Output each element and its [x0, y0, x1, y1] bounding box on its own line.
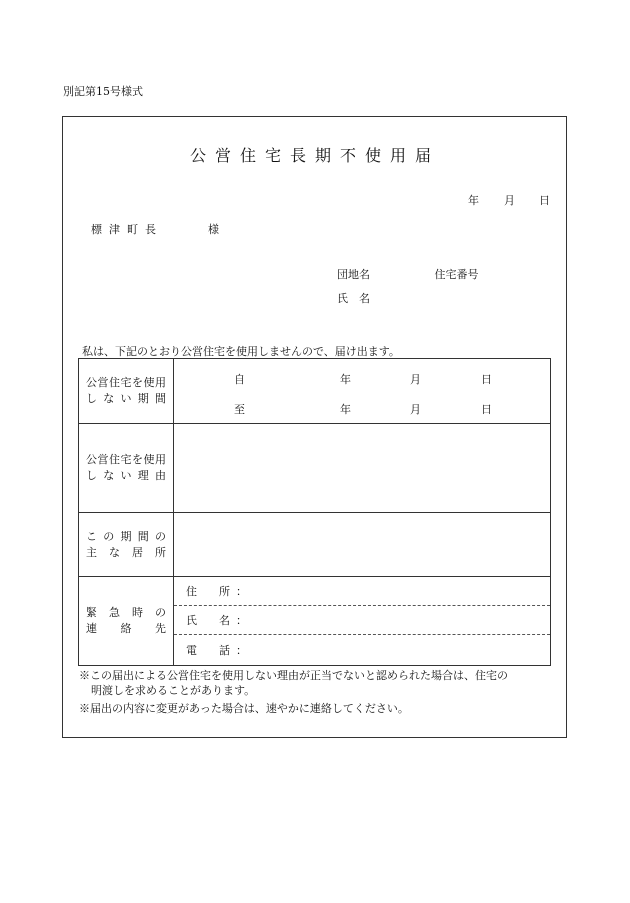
- colon: ：: [236, 614, 247, 627]
- note-2: ※届出の内容に変更があった場合は、速やかに連絡してください。: [79, 702, 409, 715]
- emergency-label-line2: 連絡先: [86, 622, 166, 635]
- colon: ：: [236, 585, 247, 598]
- emergency-label: [79, 577, 174, 665]
- emergency-phone-field[interactable]: [174, 635, 550, 664]
- residence-label-line2: 主な居所: [86, 545, 166, 559]
- period-to-day: 日: [481, 403, 492, 416]
- residence-label-line1: この期間の: [86, 529, 166, 543]
- document-title: 公営住宅長期不使用届: [189, 146, 440, 165]
- date-month-label: 月: [504, 194, 515, 207]
- residence-label: [79, 513, 174, 576]
- applicant-name-label: 氏 名: [337, 292, 370, 305]
- notes: [79, 668, 508, 716]
- addressee: [91, 221, 219, 237]
- emergency-name-field[interactable]: [174, 606, 550, 635]
- period-to-label: 至: [234, 403, 245, 416]
- statement: 私は、下記のとおり公営住宅を使用しませんので、届け出ます。: [82, 345, 400, 358]
- date-day-label: 日: [539, 194, 550, 207]
- note-1-line1: ※この届出による公営住宅を使用しない理由が正当でないと認められた場合は、住宅の: [79, 669, 508, 682]
- table-row-emergency: [79, 577, 550, 665]
- period-label: [79, 359, 174, 423]
- note-1-line2: 明渡しを求めることがあります。: [91, 684, 256, 697]
- reason-field[interactable]: [174, 424, 550, 512]
- addressee-honorific: 様: [208, 223, 219, 236]
- emergency-address-field[interactable]: [174, 577, 550, 606]
- danchi-label: 団地名: [337, 268, 370, 281]
- period-label-line1: 公営住宅を使用: [86, 376, 166, 389]
- period-cell: [174, 359, 550, 423]
- reason-label-line2: しない理由: [86, 469, 166, 482]
- applicant-info: [337, 266, 479, 314]
- house-number-label: 住宅番号: [434, 268, 479, 281]
- period-to-month: 月: [410, 403, 421, 416]
- reason-label: [79, 424, 174, 512]
- emergency-phone-label: 電話: [186, 643, 230, 657]
- table-row-period: [79, 359, 550, 424]
- emergency-address-label: 住所: [186, 585, 230, 598]
- period-to-year: 年: [340, 403, 351, 416]
- date-year-label: 年: [468, 194, 479, 207]
- addressee-name: 標津町長: [91, 223, 163, 236]
- period-from-day: 日: [481, 373, 492, 386]
- reason-label-line1: 公営住宅を使用: [86, 453, 166, 466]
- table-row-reason: [79, 424, 550, 513]
- table-row-residence: [79, 513, 550, 577]
- form-number: 別記第15号様式: [63, 85, 143, 98]
- emergency-label-line1: 緊急時の: [86, 606, 166, 619]
- colon: ：: [236, 643, 247, 657]
- emergency-cell: [174, 577, 550, 665]
- residence-field[interactable]: [174, 513, 550, 576]
- form-table: [78, 358, 551, 666]
- period-label-line2: しない期間: [86, 392, 166, 405]
- period-from-year: 年: [340, 373, 351, 386]
- emergency-name-label: 氏名: [186, 614, 230, 627]
- period-from-label: 自: [234, 373, 245, 386]
- period-from-month: 月: [410, 373, 421, 386]
